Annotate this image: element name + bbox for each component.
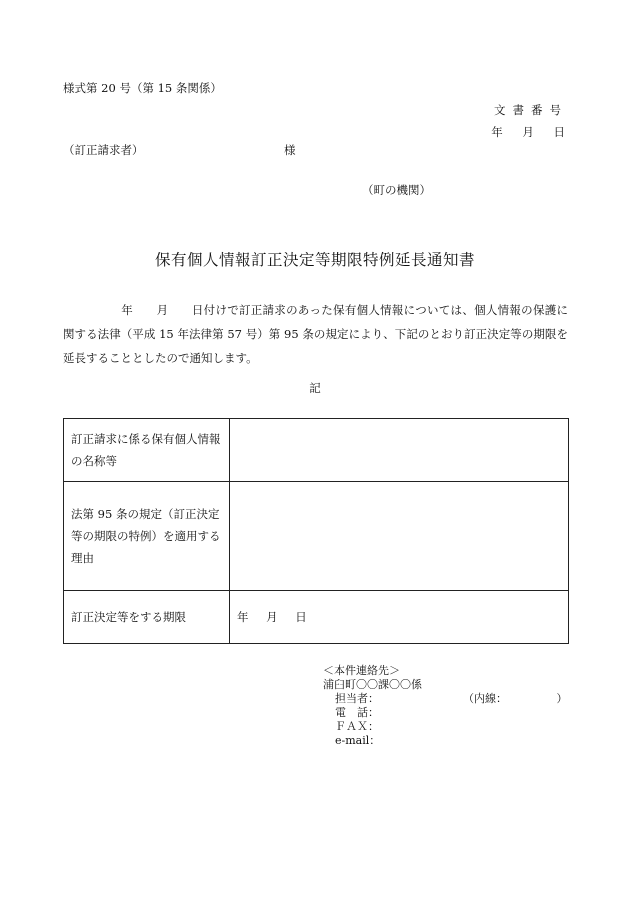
contact-email: e-mail： [335,734,381,747]
body-paragraph [63,298,568,370]
requester-label: （訂正請求者） [63,143,144,157]
contact-person: 担当者： [335,692,379,705]
agency-label: （町の機関） [362,183,431,197]
honorific-sama: 様 [284,143,296,157]
contact-phone: 電 話： [335,706,379,719]
contact-heading: ＜本件連絡先＞ [323,664,400,677]
body-text: 年 月 日付けで訂正請求のあった保有個人情報については、個人情報の保護に関する法律（平成 15 年法律第 57 号）第 95 条の規定により、下記のとおり訂正決定等の期限を延長することとしたので通知します。 [63,303,568,365]
table-row [64,419,569,482]
contact-block [323,664,568,748]
document-number-label: 文書番号 [494,103,568,117]
table-value-reason[interactable] [230,482,569,591]
contact-department: 浦臼町〇〇課〇〇係 [323,678,422,691]
form-number: 様式第 20 号（第 15 条関係） [63,81,222,95]
table-row [64,591,569,644]
ki-heading: 記 [309,381,321,395]
table-label-reason: 法第 95 条の規定（訂正決定等の期限の特例）を適用する理由 [64,482,230,591]
table-value-info-name[interactable] [230,419,569,482]
table-label-info-name: 訂正請求に係る保有個人情報の名称等 [64,419,230,482]
table-row [64,482,569,591]
table-value-deadline[interactable]: 年 月 日 [230,591,569,644]
info-table [63,418,569,644]
contact-extension: （内線： ） [463,692,568,705]
document-date: 年 月 日 [491,125,568,139]
contact-fax: ＦＡＸ： [335,720,379,733]
table-label-deadline: 訂正決定等をする期限 [64,591,230,644]
document-title: 保有個人情報訂正決定等期限特例延長通知書 [154,251,475,269]
